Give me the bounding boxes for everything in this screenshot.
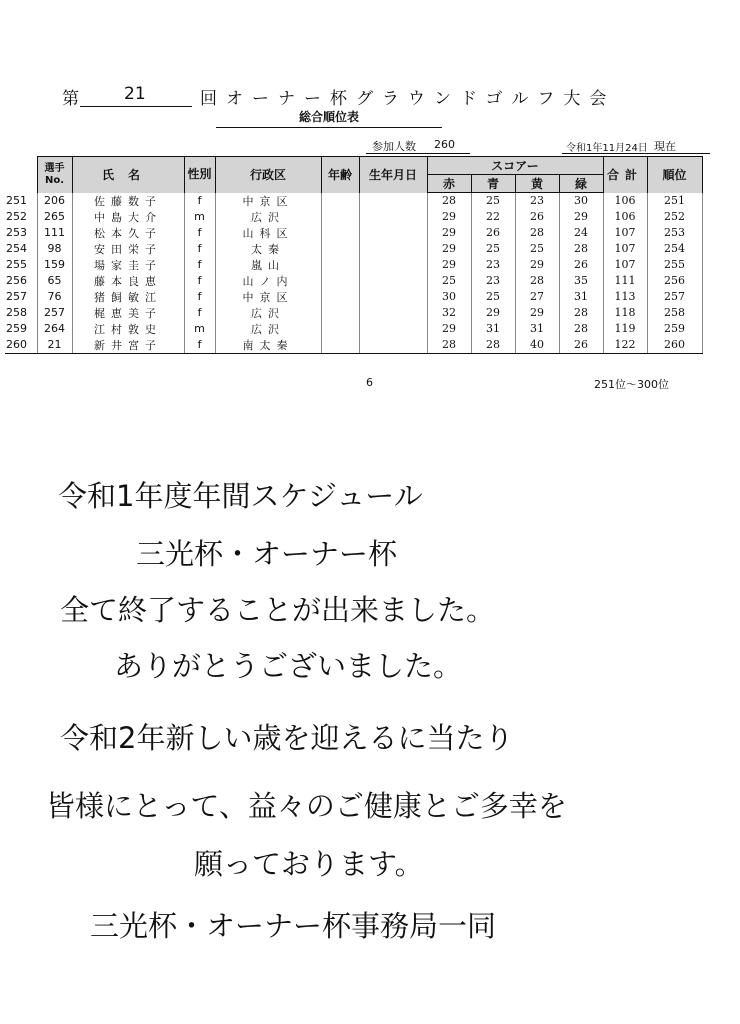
- player-age: [321, 193, 359, 209]
- blue-header: 青: [471, 175, 515, 193]
- score-green: 28: [559, 305, 603, 321]
- player-name: 梶恵美子: [72, 305, 184, 321]
- player-gender: f: [184, 241, 215, 257]
- player-name: 場家圭子: [72, 257, 184, 273]
- score-total: 107: [603, 257, 647, 273]
- player-gender: m: [184, 209, 215, 225]
- row-index: 255: [5, 257, 37, 273]
- table-row: [5, 305, 702, 321]
- score-header: スコアー: [427, 157, 603, 175]
- row-index: 253: [5, 225, 37, 241]
- score-blue: 23: [471, 257, 515, 273]
- score-blue: 25: [471, 241, 515, 257]
- message-line-4: ありがとうございました。: [114, 649, 463, 683]
- score-red: 25: [427, 273, 471, 289]
- player-birthdate: [359, 289, 427, 305]
- message-line-7: 願っております。: [194, 847, 424, 881]
- player-birthdate: [359, 225, 427, 241]
- score-red: 32: [427, 305, 471, 321]
- table-row: [5, 241, 702, 257]
- page-number: 6: [366, 376, 373, 389]
- score-green: 29: [559, 209, 603, 225]
- player-name: 藤本良恵: [72, 273, 184, 289]
- score-yellow: 29: [515, 257, 559, 273]
- name-header: 氏名: [72, 157, 184, 193]
- message-line-1: 令和1年度年間スケジュール: [58, 479, 423, 513]
- table-row: [5, 257, 702, 273]
- gender-header: 性別: [184, 157, 215, 193]
- player-birthdate: [359, 273, 427, 289]
- player-no: 206: [37, 193, 72, 209]
- score-yellow: 28: [515, 225, 559, 241]
- score-yellow: 27: [515, 289, 559, 305]
- player-no-header: 選手No.: [37, 157, 72, 193]
- score-total: 111: [603, 273, 647, 289]
- score-red: 28: [427, 193, 471, 209]
- player-district: 山科区: [215, 225, 321, 241]
- player-no: 21: [37, 337, 72, 354]
- score-green: 26: [559, 257, 603, 273]
- row-index-header: [5, 157, 37, 193]
- message-line-6: 皆様にとって、益々のご健康とご多幸を: [46, 789, 567, 823]
- player-rank: 254: [647, 241, 702, 257]
- player-district: 嵐山: [215, 257, 321, 273]
- score-green: 31: [559, 289, 603, 305]
- player-rank: 260: [647, 337, 702, 354]
- score-red: 28: [427, 337, 471, 354]
- title-prefix: 第: [62, 89, 79, 109]
- row-index: 257: [5, 289, 37, 305]
- player-no: 159: [37, 257, 72, 273]
- row-index: 251: [5, 193, 37, 209]
- player-rank: 253: [647, 225, 702, 241]
- player-district: 中京区: [215, 289, 321, 305]
- score-yellow: 40: [515, 337, 559, 354]
- participants-underline: [366, 153, 470, 154]
- score-green: 26: [559, 337, 603, 354]
- player-age: [321, 321, 359, 337]
- table-row: [5, 193, 702, 209]
- player-no: 98: [37, 241, 72, 257]
- row-index: 258: [5, 305, 37, 321]
- table-row: [5, 225, 702, 241]
- total-header: 合計: [603, 157, 647, 193]
- score-red: 29: [427, 257, 471, 273]
- score-yellow: 26: [515, 209, 559, 225]
- player-age: [321, 305, 359, 321]
- score-yellow: 31: [515, 321, 559, 337]
- yellow-header: 黄: [515, 175, 559, 193]
- player-no: 264: [37, 321, 72, 337]
- player-name: 猪飼敏江: [72, 289, 184, 305]
- player-no: 76: [37, 289, 72, 305]
- score-total: 107: [603, 225, 647, 241]
- rank-range: 251位～300位: [594, 378, 669, 391]
- score-red: 29: [427, 225, 471, 241]
- red-header: 赤: [427, 175, 471, 193]
- title-main: 回オーナー杯グラウンドゴルフ大会: [200, 89, 616, 109]
- table-row: [5, 289, 702, 305]
- player-no: 265: [37, 209, 72, 225]
- score-red: 29: [427, 209, 471, 225]
- as-of-date: 令和1年11月24日: [566, 143, 648, 154]
- player-name: 中島大介: [72, 209, 184, 225]
- player-age: [321, 257, 359, 273]
- player-no: 65: [37, 273, 72, 289]
- player-name: 佐藤数子: [72, 193, 184, 209]
- player-rank: 251: [647, 193, 702, 209]
- score-total: 106: [603, 209, 647, 225]
- player-no: 257: [37, 305, 72, 321]
- player-district: 太秦: [215, 241, 321, 257]
- table-row: [5, 321, 702, 337]
- player-age: [321, 273, 359, 289]
- player-birthdate: [359, 321, 427, 337]
- score-yellow: 28: [515, 273, 559, 289]
- score-yellow: 23: [515, 193, 559, 209]
- row-index: 259: [5, 321, 37, 337]
- player-gender: f: [184, 305, 215, 321]
- player-rank: 257: [647, 289, 702, 305]
- score-blue: 26: [471, 225, 515, 241]
- table-row: [5, 337, 702, 354]
- player-gender: f: [184, 273, 215, 289]
- player-name: 松本久子: [72, 225, 184, 241]
- player-birthdate: [359, 193, 427, 209]
- score-red: 29: [427, 321, 471, 337]
- birthdate-header: 生年月日: [359, 157, 427, 193]
- as-of-label: 現在: [654, 140, 676, 153]
- player-rank: 259: [647, 321, 702, 337]
- player-birthdate: [359, 257, 427, 273]
- player-district: 広沢: [215, 209, 321, 225]
- participants-count: 260: [434, 138, 455, 151]
- player-district: 南太秦: [215, 337, 321, 354]
- score-blue: 28: [471, 337, 515, 354]
- title-edition: 21: [124, 84, 146, 104]
- ranking-subtitle: 総合順位表: [216, 108, 442, 128]
- row-index: 260: [5, 337, 37, 354]
- score-blue: 31: [471, 321, 515, 337]
- score-total: 119: [603, 321, 647, 337]
- player-birthdate: [359, 241, 427, 257]
- player-gender: f: [184, 225, 215, 241]
- score-total: 118: [603, 305, 647, 321]
- player-birthdate: [359, 337, 427, 354]
- score-red: 30: [427, 289, 471, 305]
- player-gender: f: [184, 257, 215, 273]
- score-yellow: 25: [515, 241, 559, 257]
- score-green: 30: [559, 193, 603, 209]
- player-district: 山ノ内: [215, 273, 321, 289]
- score-blue: 25: [471, 193, 515, 209]
- player-district: 広沢: [215, 305, 321, 321]
- title-underline: [80, 106, 192, 107]
- district-header: 行政区: [215, 157, 321, 193]
- message-line-3: 全て終了することが出来ました。: [60, 593, 496, 627]
- rank-header: 順位: [647, 157, 702, 193]
- score-yellow: 29: [515, 305, 559, 321]
- score-total: 122: [603, 337, 647, 354]
- message-line-2: 三光杯・オーナー杯: [136, 537, 398, 571]
- player-age: [321, 209, 359, 225]
- message-line-5: 令和2年新しい歳を迎えるに当たり: [60, 721, 514, 755]
- score-green: 28: [559, 241, 603, 257]
- player-gender: f: [184, 289, 215, 305]
- player-age: [321, 225, 359, 241]
- player-no: 111: [37, 225, 72, 241]
- score-blue: 23: [471, 273, 515, 289]
- green-header: 緑: [559, 175, 603, 193]
- player-name: 安田栄子: [72, 241, 184, 257]
- player-district: 広沢: [215, 321, 321, 337]
- player-birthdate: [359, 209, 427, 225]
- age-header: 年齢: [321, 157, 359, 193]
- player-gender: f: [184, 193, 215, 209]
- table-row: [5, 209, 702, 225]
- score-blue: 29: [471, 305, 515, 321]
- player-rank: 258: [647, 305, 702, 321]
- score-total: 106: [603, 193, 647, 209]
- player-rank: 255: [647, 257, 702, 273]
- score-total: 113: [603, 289, 647, 305]
- message-line-8: 三光杯・オーナー杯事務局一同: [90, 909, 497, 943]
- player-name: 江村敦史: [72, 321, 184, 337]
- player-age: [321, 241, 359, 257]
- row-index: 252: [5, 209, 37, 225]
- score-total: 107: [603, 241, 647, 257]
- player-gender: f: [184, 337, 215, 354]
- player-name: 新井宮子: [72, 337, 184, 354]
- score-green: 35: [559, 273, 603, 289]
- ranking-table: [5, 156, 703, 354]
- participants-label: 参加人数: [372, 140, 416, 153]
- score-blue: 25: [471, 289, 515, 305]
- date-underline: [562, 153, 710, 154]
- table-row: [5, 273, 702, 289]
- tournament-title: [58, 84, 654, 109]
- player-rank: 252: [647, 209, 702, 225]
- player-age: [321, 337, 359, 354]
- score-blue: 22: [471, 209, 515, 225]
- score-red: 29: [427, 241, 471, 257]
- player-age: [321, 289, 359, 305]
- player-district: 中京区: [215, 193, 321, 209]
- player-gender: m: [184, 321, 215, 337]
- row-index: 256: [5, 273, 37, 289]
- player-birthdate: [359, 305, 427, 321]
- row-index: 254: [5, 241, 37, 257]
- score-green: 28: [559, 321, 603, 337]
- player-rank: 256: [647, 273, 702, 289]
- score-green: 24: [559, 225, 603, 241]
